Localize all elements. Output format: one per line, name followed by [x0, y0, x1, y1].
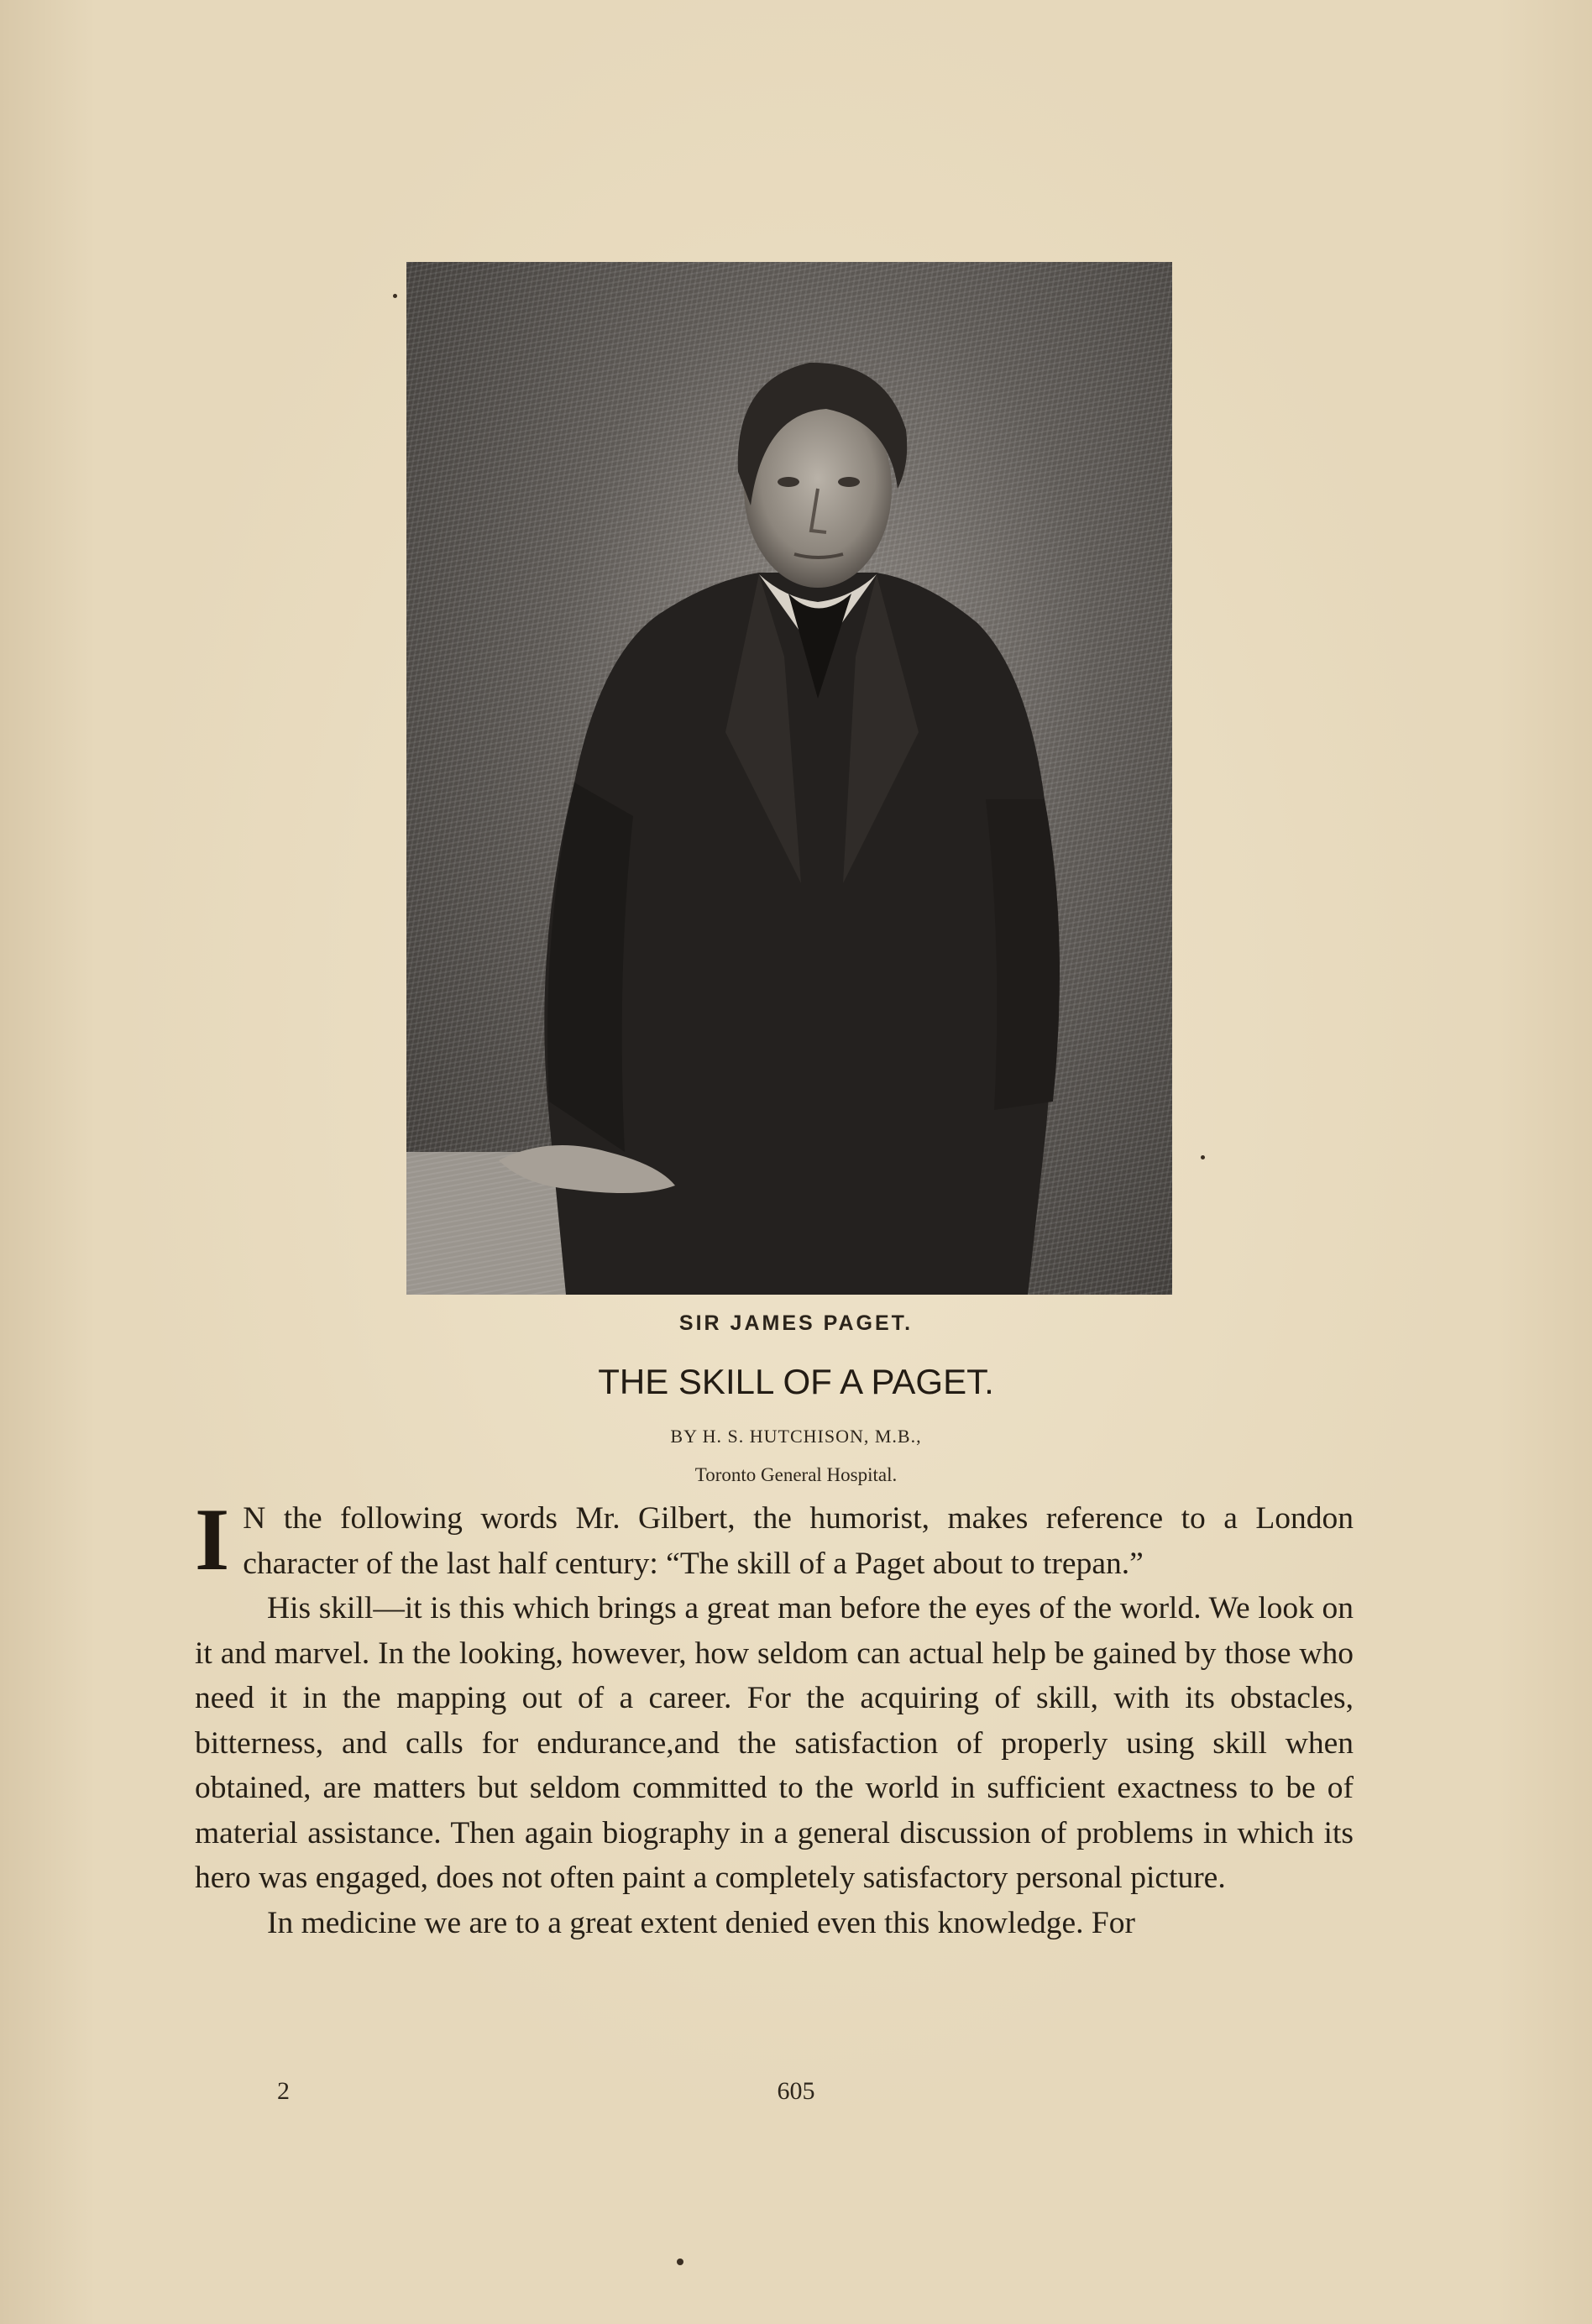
article-byline: BY H. S. HUTCHISON, M.B.,: [670, 1426, 922, 1447]
paragraph-1: [195, 1490, 1354, 1589]
speck: [1201, 1155, 1205, 1159]
paragraph-3: In medicine we are to a great extent denied even this knowledge. For: [267, 1905, 1135, 1940]
signature-mark: 2: [277, 2077, 290, 2105]
drop-cap: I: [195, 1490, 230, 1589]
paragraph-2: His skill—it is this which brings a great man before the eyes of the world. We look on it and marvel. In the looking, however, how seldom can actual help be gained by those who need it in the mapping out of a career. For the acquiring of skill, with its obstacles, bitterness, and calls for endurance,and the satisfaction of properly using skill when obtained, are matters but seldom committed to the world in sufficient exactness to be of material assistance. Then again biography in a general discussion of problems in which its hero was engaged, does not often paint a completely satisfactory personal picture.: [195, 1591, 1354, 1895]
page-number: 605: [777, 2077, 815, 2105]
author-affiliation: Toronto General Hospital.: [694, 1464, 898, 1485]
speck: [393, 294, 397, 298]
figure-caption: SIR JAMES PAGET.: [678, 1311, 914, 1335]
show-through-text: [1243, 252, 1495, 1301]
article-title: THE SKILL OF A PAGET.: [598, 1362, 994, 1401]
paragraph-1-text: N the following words Mr. Gilbert, the humorist, makes reference to a London character of the last half century: “The skill of a Paget about to trepan.”: [243, 1501, 1354, 1581]
speck: [677, 2259, 683, 2265]
article-body: [195, 1490, 1354, 1945]
portrait-engraving: [406, 262, 1172, 1295]
portrait-figure-icon: [406, 262, 1172, 1295]
